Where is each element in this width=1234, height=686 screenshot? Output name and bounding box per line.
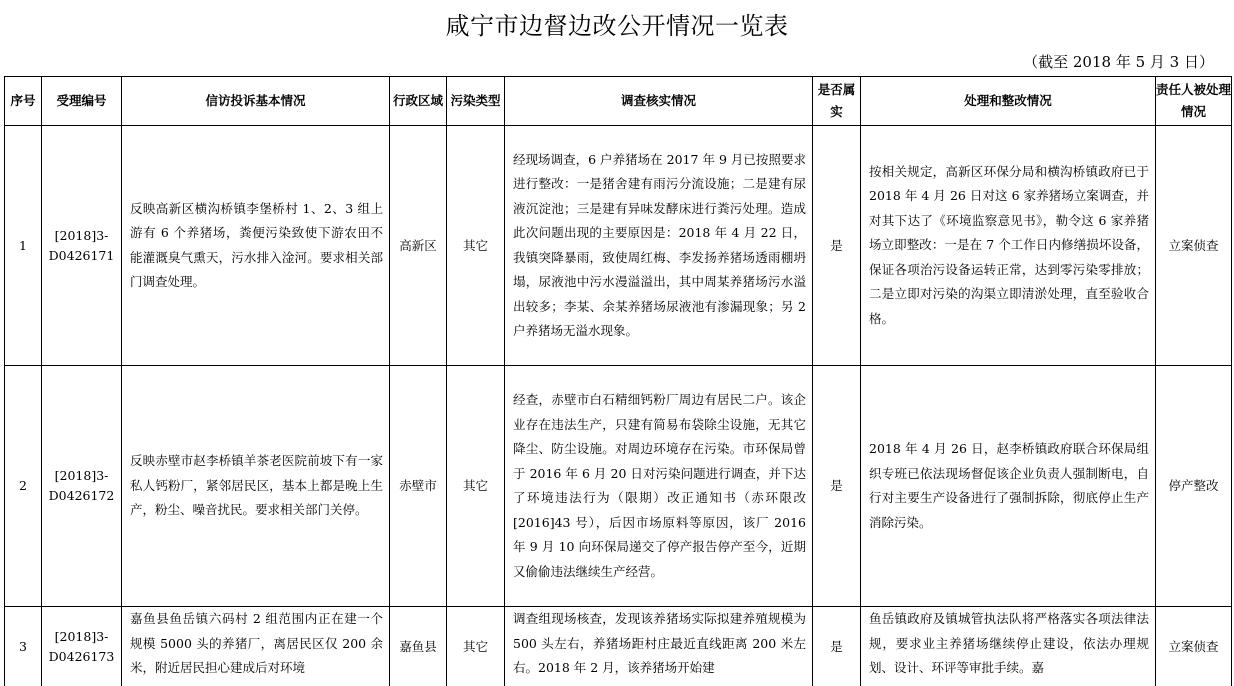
cell-handling: 鱼岳镇政府及镇城管执法队将严格落实各项法律法规，要求业主养猪场继续停止建设，依法办理规划、设计、环评等审批手续。嘉	[861, 607, 1156, 686]
cell-no: 2	[5, 366, 42, 607]
cell-investigation: 调查组现场核查，发现该养猪场实际拟建养殖规模为 500 头左右，养猪场距村庄最近直线距离 200 米左右。2018 年 2 月，该养猪场开始建	[505, 607, 813, 686]
header-handling: 处理和整改情况	[861, 77, 1156, 126]
header-accountability: 责任人被处理情况	[1156, 77, 1232, 126]
cell-investigation: 经现场调查，6 户养猪场在 2017 年 9 月已按照要求进行整改：一是猪舍建有雨污分流设施；二是建有尿液沉淀池；三是建有异味发酵床进行粪污处理。造成此次问题出现的主要原因是：2018 年 4 月 22 日，我镇突降暴雨，致使周红梅、李发扬养猪场透雨棚坍塌，尿液池中污水漫溢溢出，其中周某养猪场污水溢出较多；李某、余某养猪场尿液池有渗漏现象；另 2 户养猪场无溢水现象。	[505, 126, 813, 366]
header-pollution: 污染类型	[447, 77, 505, 126]
header-accept-no: 受理编号	[42, 77, 122, 126]
cell-accountability: 立案侦查	[1156, 607, 1232, 686]
cell-handling: 2018 年 4 月 26 日，赵李桥镇政府联合环保局组织专班已依法现场督促该企业负责人强制断电，自行对主要生产设备进行了强制拆除，彻底停止生产消除污染。	[861, 366, 1156, 607]
header-region: 行政区域	[390, 77, 447, 126]
header-investigation: 调查核实情况	[505, 77, 813, 126]
cell-accept-no: [2018]3-D0426173	[42, 607, 122, 686]
cell-accountability: 立案侦查	[1156, 126, 1232, 366]
cell-complaint: 反映赤壁市赵李桥镇羊茶老医院前坡下有一家私人钙粉厂，紧邻居民区，基本上都是晚上生产，粉尘、噪音扰民。要求相关部门关停。	[122, 366, 390, 607]
cell-complaint: 嘉鱼县鱼岳镇六码村 2 组范围内正在建一个规模 5000 头的养猪厂，离居民区仅 200 余米，附近居民担心建成后对环境	[122, 607, 390, 686]
header-complaint: 信访投诉基本情况	[122, 77, 390, 126]
header-no: 序号	[5, 77, 42, 126]
page-title: 咸宁市边督边改公开情况一览表	[445, 12, 789, 40]
cell-handling: 按相关规定，高新区环保分局和横沟桥镇政府已于 2018 年 4 月 26 日对这 6 家养猪场立案调查，并对其下达了《环境监察意见书》，勒令这 6 家养猪场立即整改：一是在 7 个工作日内修缮损坏设备，保证各项治污设备运转正常，达到零污染零排放；二是立即对污染的沟渠立即清淤处理，直至验收合格。	[861, 126, 1156, 366]
cell-pollution: 其它	[447, 366, 505, 607]
cell-region: 高新区	[390, 126, 447, 366]
cell-verified: 是	[813, 366, 861, 607]
header-verified: 是否属实	[813, 77, 861, 126]
cell-no: 1	[5, 126, 42, 366]
table-row	[5, 366, 1232, 607]
cell-accept-no: [2018]3-D0426171	[42, 126, 122, 366]
table-row	[5, 126, 1232, 366]
cell-no: 3	[5, 607, 42, 686]
cell-region: 嘉鱼县	[390, 607, 447, 686]
cell-verified: 是	[813, 126, 861, 366]
table-row	[5, 607, 1232, 686]
cell-pollution: 其它	[447, 126, 505, 366]
cell-accountability: 停产整改	[1156, 366, 1232, 607]
cell-investigation: 经查，赤壁市白石精细钙粉厂周边有居民二户。该企业存在违法生产，只建有简易布袋除尘设施，无其它降尘、防尘设施。对周边环境存在污染。市环保局曾于 2016 年 6 月 20 日对污染问题进行调查，并下达了环境违法行为（限期）改正通知书（赤环限改[2016]43 号），后因市场原料等原因，该厂 2016 年 9 月 10 向环保局递交了停产报告停产至今，近期又偷偷违法继续生产经营。	[505, 366, 813, 607]
date-note: （截至 2018 年 5 月 3 日）	[1023, 53, 1214, 71]
cell-verified: 是	[813, 607, 861, 686]
report-table	[4, 76, 1232, 686]
cell-complaint: 反映高新区横沟桥镇李堡桥村 1、2、3 组上游有 6 个养猪场，粪便污染致使下游农田不能灌溉臭气熏天，污水排入淦河。要求相关部门调查处理。	[122, 126, 390, 366]
table-header-row	[5, 77, 1232, 126]
cell-region: 赤壁市	[390, 366, 447, 607]
cell-pollution: 其它	[447, 607, 505, 686]
cell-accept-no: [2018]3-D0426172	[42, 366, 122, 607]
